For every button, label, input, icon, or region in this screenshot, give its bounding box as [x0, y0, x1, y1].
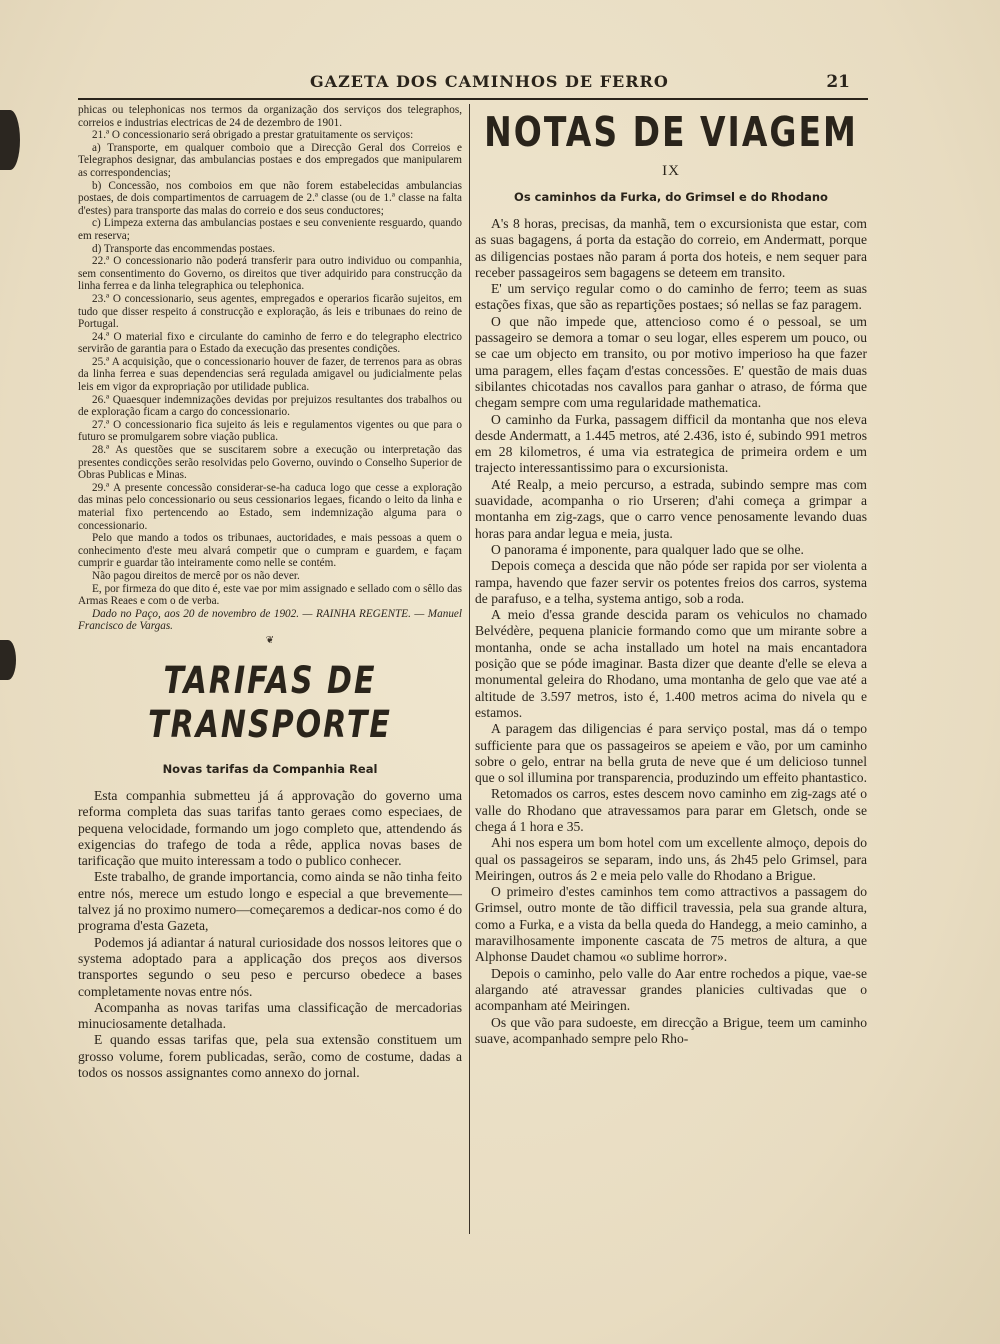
paragraph: Ahi nos espera um bom hotel com um excellente almoço, depois do qual os passageiros se separam, indo uns, ás 2h45 pelo Grimsel, para Meiringen, outros ás 2 e meia pelo valle do Rhodano a Brigue. — [475, 835, 867, 883]
paragraph: O panorama é imponente, para qualquer lado que se olhe. — [491, 541, 804, 557]
paragraph: E, por firmeza do que dito é, este vae por mim assignado e sellado com o sêllo das Armas Reaes e com o de verba. — [78, 582, 462, 608]
paragraph: phicas ou telephonicas nos termos da organização dos serviços dos telegraphos, correios e industrias electricas de 24 de dezembro de 1901. — [78, 104, 462, 129]
paragraph: d) Transporte das encommendas postaes. — [92, 242, 276, 255]
section-subtitle: Novas tarifas da Companhia Real — [162, 761, 378, 776]
paragraph: Depois começa a descida que não póde ser rapida por ser violenta a rampa, havendo que fazer servir os potentes freios dos carros, systema de parafuso, e a telha, systema antigo, sob a roda. — [475, 558, 867, 606]
paragraph: 29.ª A presente concessão considerar-se-ha caduca logo que cesse a exploração das minas pelo concessionario ou seus cessionarios legaes, ficando o leito da linha e material fixo pertencendo ao Estado, sem indemnização alguma para o concessionario. — [78, 481, 462, 532]
column-divider — [469, 104, 470, 1234]
paragraph: a) Transporte, em qualquer comboio que a Direcção Geral dos Correios e Telegraphos designar, das ambulancias postaes e dos empregados que manipularem as correspondencias; — [78, 141, 462, 179]
paragraph: A's 8 horas, precisas, da manhã, tem o excursionista que estar, com as suas bagagens, á porta da estação do correio, em Andermatt, porque as diligencias postaes não param á porta dos hoteis, e nem sequer para receber passageiros sem bagagens se deteem em transito. — [475, 216, 867, 280]
paragraph: O que não impede que, attencioso como é o pessoal, se um passageiro se demora a tomar o seu logar, elles esperem um pouco, ou se cae um objecto em transito, ou por motivo imperioso ha que fazer uma paragem, elles façam d'estas concessões. E' questão de mais duas sibilantes chicotadas nos cavallos para ganhar o atraso, de fórma que chegam sempre com uma regularidade mathematica. — [475, 313, 867, 411]
paragraph: A paragem das diligencias é para serviço postal, mas dá o tempo sufficiente para que os passageiros se apeiem e vão, por um caminho sobre o gelo, entrar na bella gruta de neve que é um delicioso tunnel que o sol illumina por transparencia, produzindo um effeito phantastico. — [475, 721, 867, 786]
paragraph: 24.ª O material fixo e circulante do caminho de ferro e do telegrapho electrico servirão de garantia para o Estado da execução das presentes condições. — [78, 330, 462, 356]
paragraph: Depois o caminho, pelo valle do Aar entre rochedos a pique, vae-se alargando até atravessar grandes planicies cultivadas que o acompanham até Meiringen. — [475, 965, 867, 1014]
paragraph: Retomados os carros, estes descem novo caminho em zig-zags até o valle do Rhodano que atravessamos para parar em Gletsch, onde se chega á 1 hora e 35. — [475, 786, 867, 834]
paragraph: Não pagou direitos de mercê por os não dever. — [92, 569, 300, 582]
paragraph: E' um serviço regular como o do caminho de ferro; teem as suas estações fixas, que são as repartições postaes; só nellas se faz paragem. — [475, 281, 867, 313]
paragraph: Esta companhia submetteu já á approvação do governo uma reforma completa das suas tarifas tanto geraes como especiaes, de pequena velocidade, formando um jogo completo que, attendendo ás exigencias do trafego de toda a rêde, applica novas bases de tarificação que muito interessam a todo o publico conhecer. — [78, 787, 462, 869]
newspaper-title: GAZETA DOS CAMINHOS DE FERRO — [310, 72, 669, 91]
paragraph: 21.ª O concessionario será obrigado a prestar gratuitamente os serviços: — [92, 129, 414, 142]
page-header — [78, 70, 868, 100]
paper-damage — [0, 640, 16, 680]
right-column — [475, 104, 867, 1047]
ornament-divider: ❦ — [265, 634, 275, 646]
paragraph: b) Concessão, nos comboios em que não forem estabelecidas ambulancias postaes, de dois compartimentos de carruagem de 2.ª classe (ou de 1.ª classe na falta d'estes) para transporte das malas do correio e dos seus conductores; — [78, 179, 462, 217]
page-number: 21 — [826, 72, 850, 92]
paragraph: 25.ª A acquisição, que o concessionario houver de fazer, de terrenos para as obras da linha ferrea e suas dependencias será regulada amigavel ou judicialmente pelas leis em vigor da expropriação por utilidade publica. — [78, 355, 462, 394]
paragraph: Acompanha as novas tarifas uma classificação de mercadorias minuciosamente detalhada. — [78, 999, 462, 1032]
signoff: Dado no Paço, aos 20 de novembro de 1902. — RAINHA REGENTE. — Manuel Francisco de Vargas. — [78, 607, 462, 633]
paragraph: 23.ª O concessionario, seus agentes, empregados e operarios ficarão sujeitos, em tudo que disser respeito á construcção e exploração, ás leis e tribunaes do reino de Portugal. — [78, 292, 462, 331]
chapter-numeral: IX — [662, 163, 680, 179]
section-title-notas: NOTAS DE VIAGEM — [484, 107, 858, 156]
paragraph: c) Limpeza externa das ambulancias postaes e seu conveniente resguardo, quando em reserva; — [78, 217, 462, 242]
paragraph: Até Realp, a meio percurso, a estrada, subindo sempre mas com suavidade, acompanha o rio Urseren; d'ahi começa a grimpar a montanha em zig-zags, que o carro vence penosamente levando duas horas para andar legua e meia, justa. — [475, 476, 867, 541]
paragraph: A meio d'essa grande descida param os vehiculos no chamado Belvédère, pequena planicie formando como que um mirante sobre a montanha, onde se acha installado um hotel na mais encantadora posição que se póde imaginar. Basta dizer que deante d'elle se eleva a monumental geleira do Rhodano, uma montanha de gelo que vae até a altitude de 3.597 metros, isto é, 1.400 metros acima do nivela qu e estamos. — [475, 607, 867, 720]
concession-text — [78, 104, 462, 633]
paragraph: 28.ª As questões que se suscitarem sobre a execução ou interpretação das presentes condicções serão resolvidas pelo Governo, ouvindo o Conselho Superior de Obras Publicas e Minas. — [78, 444, 462, 482]
section-title-tarifas: TARIFAS DE TRANSPORTE — [148, 659, 392, 747]
notas-article — [475, 216, 867, 1047]
paper-damage — [0, 110, 20, 170]
paragraph: E quando essas tarifas que, pela sua extensão constituem um grosso volume, forem publicadas, serão, como de costume, dadas a todos os nossos assignantes como annexo do jornal. — [78, 1032, 462, 1080]
paragraph: O primeiro d'estes caminhos tem como attractivos a passagem do Grimsel, outro monte de tão difficil travessia, pela sua grande altura, como a Furka, e a vista da bella queda do Handegg, a meio caminho, a maravilhosamente imponente cascata de 75 metros de altura, a que Alphonse Daudet chamou «o sublime horror». — [475, 884, 867, 965]
paragraph: 26.ª Quaesquer indemnizações devidas por prejuizos resultantes dos trabalhos ou de exploração ficam a cargo do concessionario. — [78, 393, 462, 419]
paragraph: O caminho da Furka, passagem difficil da montanha que nos eleva desde Andermatt, a 1.445 metros, até 2.436, isto é, subindo 991 metros em 28 kilometros, é uma via estrategica de primeira ordem e um trajecto interessantissimo para o excursionista. — [475, 411, 867, 476]
paragraph: Pelo que mando a todos os tribunaes, auctoridades, e mais pessoas a quem o conhecimento d'este meu alvará competir que o cumpram e guardem, e façam cumprir e guardar tão inteiramente como nelle se contém. — [78, 532, 462, 570]
paragraph: Este trabalho, de grande importancia, como ainda se não tinha feito entre nós, merece um estudo longo e especial a que brevemente—talvez já no proximo numero—começaremos a dedicar-nos como é do programa d'esta Gazeta, — [78, 869, 462, 934]
paragraph: 27.ª O concessionario fica sujeito ás leis e regulamentos vigentes ou que para o futuro se promulgarem sobre viação publica. — [78, 418, 462, 444]
paragraph: Os que vão para sudoeste, em direcção a Brigue, teem um caminho suave, acompanhado sempre pelo Rho- — [475, 1014, 867, 1046]
paragraph: Podemos já adiantar á natural curiosidade dos nossos leitores que o systema adoptado para a applicação dos preços aos diversos transportes segundo o seu peso e percurso obedece a bases completamente novas entre nós. — [78, 934, 462, 999]
paragraph: 22.ª O concessionario não poderá transferir para outro individuo ou companhia, sem consentimento do Governo, os direitos que tiver adquirido para construcção da linha ferrea e da linha telegraphica ou telephonica. — [78, 255, 462, 293]
tarifas-article — [78, 788, 462, 1081]
section-subtitle: Os caminhos da Furka, do Grimsel e do Rhodano — [514, 190, 828, 204]
left-column — [78, 104, 462, 1081]
